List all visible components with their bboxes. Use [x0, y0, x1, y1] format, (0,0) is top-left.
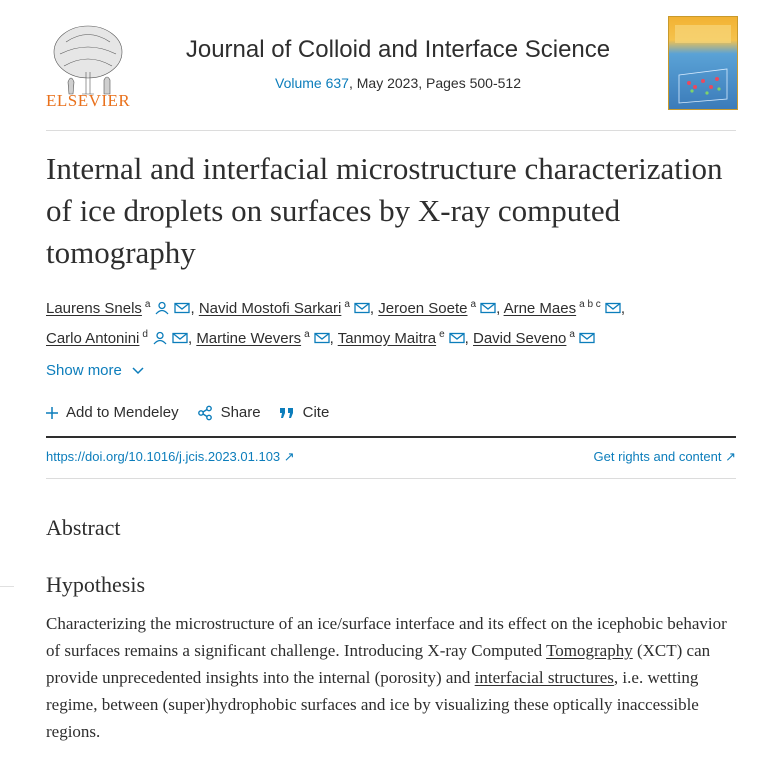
article-actions	[46, 404, 329, 421]
abstract-paragraph	[46, 610, 736, 745]
affiliation-mark[interactable]: d	[142, 329, 148, 340]
affiliation-mark[interactable]: a	[569, 329, 575, 340]
author-name[interactable]: Jeroen Soete	[378, 300, 468, 317]
affiliation-mark[interactable]: a	[144, 299, 151, 310]
author-entry	[46, 300, 199, 317]
show-more-button[interactable]	[46, 362, 144, 379]
share-icon	[197, 405, 213, 421]
plus-icon	[46, 407, 58, 419]
rights-text: Get rights and content	[593, 449, 722, 464]
interfacial-structures-link[interactable]: interfacial structures	[474, 668, 614, 687]
show-more-label: Show more	[46, 362, 122, 379]
author-name[interactable]: Carlo Antonini	[46, 330, 140, 347]
author-separator: ,	[620, 300, 625, 317]
author-name[interactable]: Navid Mostofi Sarkari	[198, 300, 342, 317]
add-to-mendeley-label: Add to Mendeley	[66, 404, 179, 421]
person-icon	[154, 301, 170, 315]
chevron-down-icon	[132, 367, 144, 375]
external-link-icon: ↗	[283, 449, 295, 464]
envelope-icon	[354, 301, 370, 315]
quote-icon	[279, 407, 295, 419]
abstract-divider	[46, 478, 736, 479]
issue-details: , May 2023, Pages 500-512	[348, 75, 521, 91]
share-button[interactable]	[197, 404, 261, 421]
side-divider	[0, 586, 14, 587]
author-list	[46, 292, 736, 352]
tomography-link[interactable]: Tomography	[546, 641, 633, 660]
external-link-icon: ↗	[725, 449, 736, 464]
author-entry	[199, 300, 378, 317]
envelope-icon	[449, 331, 465, 345]
header-divider	[46, 130, 736, 131]
author-name[interactable]: Arne Maes	[503, 300, 577, 317]
author-entry	[378, 300, 503, 317]
author-name[interactable]: Martine Wevers	[196, 330, 302, 347]
rights-link[interactable]	[594, 449, 736, 465]
affiliation-mark[interactable]: a	[344, 299, 350, 310]
doi-text: https://doi.org/10.1016/j.jcis.2023.01.103	[46, 449, 281, 464]
volume-link[interactable]: Volume 637	[275, 75, 349, 91]
abstract-heading: Abstract	[46, 515, 121, 540]
author-entry	[338, 330, 473, 347]
abstract-text-2: (XCT) can provide unprecedented insights into the internal (porosity) and	[46, 641, 711, 687]
affiliation-mark[interactable]: a	[304, 329, 310, 340]
author-entry	[196, 330, 337, 347]
cite-button[interactable]	[279, 404, 330, 421]
journal-meta	[140, 75, 656, 91]
affiliation-mark[interactable]: e	[439, 329, 445, 340]
cite-label: Cite	[302, 404, 330, 421]
envelope-icon	[579, 331, 595, 345]
abstract-text-1: Characterizing the microstructure of an ice/surface interface and its effect on the icephobic behavior of surfaces remains a significant challenge. Introducing X-ray Computed	[46, 614, 727, 660]
affiliation-mark[interactable]: a b c	[579, 299, 601, 310]
author-separator: ,	[496, 300, 504, 317]
envelope-icon	[174, 301, 190, 315]
author-name[interactable]: David Seveno	[473, 330, 567, 347]
add-to-mendeley-button[interactable]	[46, 404, 179, 421]
envelope-icon	[605, 301, 621, 315]
share-label: Share	[220, 404, 261, 421]
author-separator: ,	[369, 300, 379, 317]
cover-art	[669, 17, 737, 109]
envelope-icon	[172, 331, 188, 345]
author-separator: ,	[329, 330, 338, 347]
doi-link[interactable]	[46, 449, 295, 465]
affiliation-mark[interactable]: a	[470, 299, 477, 310]
author-name[interactable]: Laurens Snels	[46, 300, 142, 317]
author-entry	[473, 330, 595, 347]
author-separator: ,	[190, 300, 199, 317]
journal-title[interactable]: Journal of Colloid and Interface Science	[185, 36, 611, 63]
envelope-icon	[480, 301, 496, 315]
hypothesis-heading: Hypothesis	[46, 572, 145, 597]
author-entry	[504, 300, 625, 317]
author-separator: ,	[187, 330, 197, 347]
person-icon	[152, 331, 168, 345]
envelope-icon	[314, 331, 330, 345]
doi-divider	[46, 436, 736, 438]
journal-cover-image[interactable]	[668, 16, 738, 110]
author-name[interactable]: Tanmoy Maitra	[337, 330, 437, 347]
elsevier-wordmark[interactable]: ELSEVIER	[46, 91, 131, 110]
abstract-text-3: , i.e. wetting regime, between (super)hydrophobic surfaces and ice by visualizing these optically inaccessible regions.	[46, 668, 699, 741]
author-entry	[46, 330, 196, 347]
article-title: Internal and interfacial microstructure characterization of ice droplets on surfaces by X-ray computed tomography	[46, 151, 723, 270]
author-separator: ,	[464, 330, 473, 347]
